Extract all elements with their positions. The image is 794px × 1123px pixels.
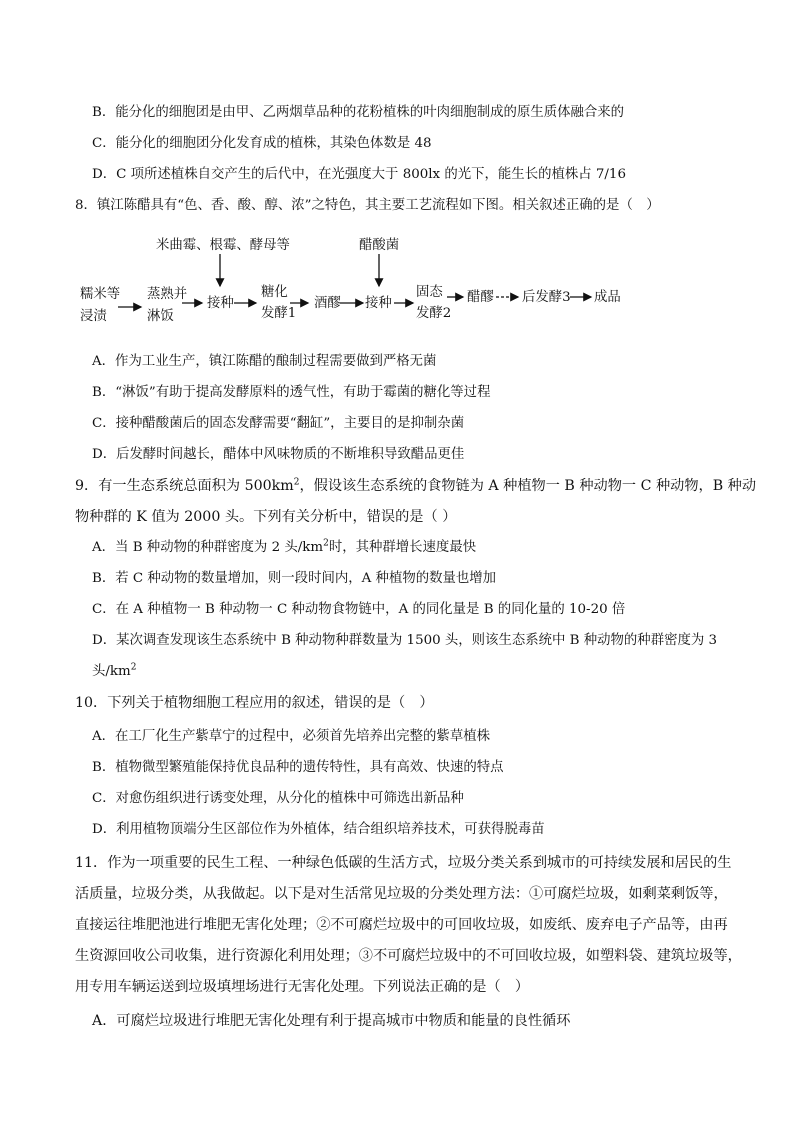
q8-option-b: B．“淋饭”有助于提高发酵原料的透气性，有助于霉菌的糖化等过程 bbox=[92, 385, 491, 400]
q9-option-d-superscript: 2 bbox=[130, 662, 137, 673]
microbes-label-1: 米曲霉、根霉、酵母等 bbox=[156, 238, 290, 253]
q9-stem-part1: 9．有一生态系统总面积为 500km bbox=[75, 478, 294, 494]
q8-option-c: C．接种醋酸菌后的固态发酵需要“翻缸”，主要目的是抑制杂菌 bbox=[92, 416, 465, 431]
q9-stem-line1 bbox=[75, 476, 756, 496]
q10-option-b: B．植物微型繁殖能保持优良品种的遗传特性，具有高效、快速的特点 bbox=[92, 760, 504, 775]
step-soaking: 浸渍 bbox=[80, 309, 107, 324]
q9-option-d-line2 bbox=[92, 662, 136, 682]
q9-superscript: 2 bbox=[293, 477, 300, 488]
step-wine-mash: 酒醪 bbox=[314, 296, 341, 311]
q9-option-a bbox=[92, 538, 476, 558]
step-fermentation-2: 发酵2 bbox=[416, 306, 452, 321]
q9-option-d-line1: D．某次调查发现该生态系统中 B 种动物种群数量为 1500 头，则该生态系统中 B 种动物的种群密度为 3 bbox=[92, 633, 718, 648]
step-inoculation-1: 接种 bbox=[207, 296, 234, 311]
q9-option-c: C．在 A 种植物一 B 种动物一 C 种动物食物链中，A 的同化量是 B 的同化量的 10-20 倍 bbox=[92, 602, 626, 617]
q9-option-b: B．若 C 种动物的数量增加，则一段时间内，A 种植物的数量也增加 bbox=[92, 571, 497, 586]
q11-stem-line3: 直接运往堆肥池进行堆肥无害化处理；②不可腐烂垃圾中的可回收垃圾，如废纸、废弃电子产品等，由再 bbox=[75, 917, 728, 933]
step-steaming: 蒸熟并 bbox=[147, 287, 188, 302]
q10-stem: 10．下列关于植物细胞工程应用的叙述，错误的是（ ） bbox=[75, 695, 434, 711]
step-fermentation-1: 发酵1 bbox=[261, 306, 297, 321]
q11-stem-line2: 活质量，垃圾分类，从我做起。以下是对生活常见垃圾的分类处理方法：①可腐烂垃圾，如剩菜剩饭等， bbox=[75, 886, 728, 902]
step-saccharification: 糖化 bbox=[261, 285, 288, 300]
step-product: 成品 bbox=[594, 290, 621, 305]
q9-option-a-part2: 时，其种群增长速度最快 bbox=[328, 540, 477, 555]
q10-option-a: A．在工厂化生产紫草宁的过程中，必须首先培养出完整的紫草植株 bbox=[92, 729, 490, 744]
microbes-label-2: 醋酸菌 bbox=[359, 238, 400, 253]
q11-stem-line4: 生资源回收公司收集，进行资源化利用处理；③不可腐烂垃圾中的不可回收垃圾，如塑料袋、建筑垃圾等， bbox=[75, 948, 742, 964]
q10-option-d: D．利用植物顶端分生区部位作为外植体，结合组织培养技术，可获得脱毒苗 bbox=[92, 822, 545, 837]
q8-option-a: A．作为工业生产，镇江陈醋的酿制过程需要做到严格无菌 bbox=[92, 354, 437, 369]
step-rinsing: 淋饭 bbox=[147, 309, 174, 324]
q9-option-a-superscript: 2 bbox=[323, 538, 329, 549]
process-flow-diagram bbox=[76, 236, 636, 336]
q7-option-d: D．C 项所述植株自交产生的后代中，在光强度大于 800lx 的光下，能生长的植株占 7/16 bbox=[92, 167, 626, 182]
step-glutinous-rice: 糯米等 bbox=[80, 287, 121, 302]
step-post-fermentation: 后发酵3 bbox=[522, 290, 571, 305]
q10-option-c: C．对愈伤组织进行诱变处理，从分化的植株中可筛选出新品种 bbox=[92, 791, 464, 806]
q7-option-b: B．能分化的细胞团是由甲、乙两烟草品种的花粉植株的叶肉细胞制成的原生质体融合来的 bbox=[92, 105, 625, 120]
step-inoculation-2: 接种 bbox=[365, 296, 392, 311]
q9-option-a-part1: A．当 B 种动物的种群密度为 2 头/km bbox=[92, 540, 324, 555]
step-vinegar-mash: 醋醪 bbox=[467, 290, 494, 305]
q8-option-d: D．后发酵时间越长，醋体中风味物质的不断堆积导致醋品更佳 bbox=[92, 447, 465, 462]
q9-stem-line2: 物种群的 K 值为 2000 头。下列有关分析中，错误的是（ ） bbox=[75, 509, 457, 525]
q9-stem-part2: ，假设该生态系统的食物链为 A 种植物一 B 种动物一 C 种动物，B 种动 bbox=[299, 478, 757, 494]
q7-option-c: C．能分化的细胞团分化发育成的植株，其染色体数是 48 bbox=[92, 136, 432, 151]
q8-stem: 8．镇江陈醋具有“色、香、酸、醇、浓”之特色，其主要工艺流程如下图。相关叙述正确的是（ ） bbox=[75, 198, 660, 213]
q9-option-d-unit: 头/km bbox=[92, 664, 131, 679]
q11-stem-line1: 11．作为一项重要的民生工程、一种绿色低碳的生活方式，垃圾分类关系到城市的可持续发展和居民的生 bbox=[75, 855, 732, 871]
q11-option-a: A．可腐烂垃圾进行堆肥无害化处理有利于提高城市中物质和能量的良性循环 bbox=[92, 1013, 571, 1029]
q11-stem-line5: 用专用车辆运送到垃圾填埋场进行无害化处理。下列说法正确的是（ ） bbox=[75, 979, 530, 995]
step-solid-state: 固态 bbox=[416, 285, 443, 300]
